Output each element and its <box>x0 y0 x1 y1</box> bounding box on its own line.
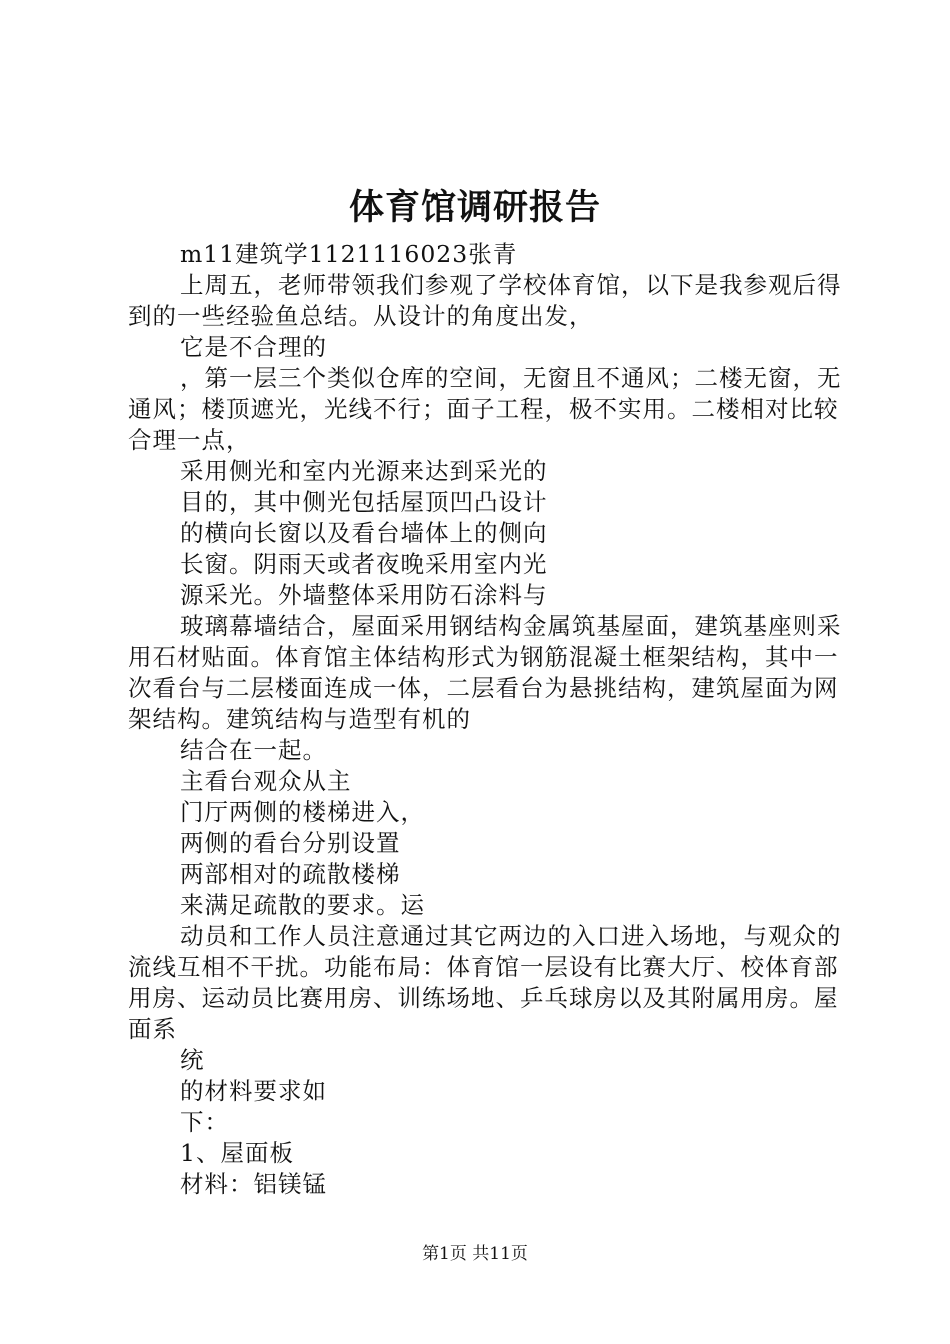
page-footer: 第1页 共11页 <box>422 1244 528 1264</box>
document-body <box>128 239 848 1200</box>
body-paragraph: ，第一层三个类似仓库的空间，无窗且不通风；二楼无窗，无通风；楼顶遮光，光线不行；面子工程，极不实用。二楼相对比较合理一点， <box>128 364 842 454</box>
body-paragraph: 采用侧光和室内光源来达到采光的 <box>180 457 548 485</box>
body-paragraph: 材料：铝镁锰 <box>180 1170 327 1198</box>
body-paragraph: 它是不合理的 <box>180 333 327 361</box>
body-paragraph: 门厅两侧的楼梯进入， <box>180 798 425 826</box>
page-title: 体育馆调研报告 <box>348 187 601 228</box>
body-paragraph: 主看台观众从主 <box>180 767 352 795</box>
body-paragraph: 的横向长窗以及看台墙体上的侧向 <box>180 519 548 547</box>
body-paragraph: 下： <box>180 1108 229 1136</box>
body-paragraph: 的材料要求如 <box>180 1077 327 1105</box>
body-paragraph: 两侧的看台分别设置 <box>180 829 401 857</box>
body-paragraph: 目的，其中侧光包括屋顶凹凸设计 <box>180 488 548 516</box>
body-paragraph: 结合在一起。 <box>180 736 327 764</box>
body-paragraph: 两部相对的疏散楼梯 <box>180 860 401 888</box>
body-paragraph: 上周五，老师带领我们参观了学校体育馆，以下是我参观后得到的一些经验鱼总结。从设计的角度出发， <box>128 271 842 330</box>
body-paragraph: 统 <box>180 1046 205 1074</box>
body-paragraph: 来满足疏散的要求。运 <box>180 891 425 919</box>
body-paragraph: 源采光。外墙整体采用防石涂料与 <box>180 581 548 609</box>
body-paragraph: 1、屋面板 <box>180 1139 294 1167</box>
body-paragraph: 玻璃幕墙结合，屋面采用钢结构金属筑基屋面，建筑基座则采用石材贴面。体育馆主体结构形式为钢筋混凝土框架结构，其中一次看台与二层楼面连成一体，二层看台为悬挑结构，建筑屋面为网架结构。建筑结构与造型有机的 <box>128 612 842 733</box>
body-paragraph: 长窗。阴雨天或者夜晚采用室内光 <box>180 550 548 578</box>
body-paragraph: 动员和工作人员注意通过其它两边的入口进入场地，与观众的流线互相不干扰。功能布局：体育馆一层设有比赛大厅、校体育部用房、运动员比赛用房、训练场地、乒乓球房以及其附属用房。屋面系 <box>128 922 842 1043</box>
author-line: m11建筑学1121116023张青 <box>180 240 518 268</box>
